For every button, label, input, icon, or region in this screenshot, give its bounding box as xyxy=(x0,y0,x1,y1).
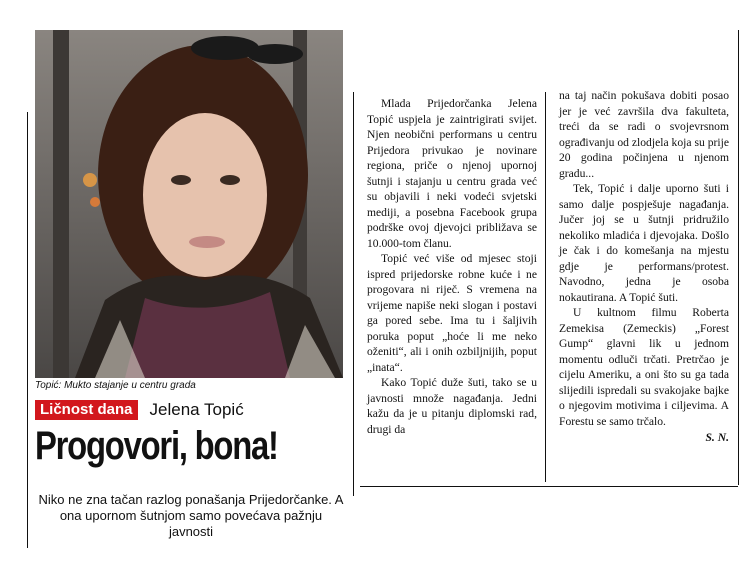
paragraph: Mlada Prijedorčanka Jelena Topić uspjela je zaintrigirati svijet. Njen neobični performans u centru Prijedora privukao je novinare regiona, priče o njenoj upornoj šutnji i stajanju u centru grada već su objavili i neki vodeći svjetski mediji, a posebna Facebook grupa podrške ovoj djevojci približava se 10.000-tom članu. xyxy=(367,97,537,250)
author-signature: S. N. xyxy=(705,431,729,444)
photo-divider-rule xyxy=(353,92,354,496)
paragraph: U kultnom filmu Roberta Zemekisa (Zemeckis) „Forest Gump“ glavni lik u jednom momentu odluči trčati. Pretrčao je cijelu Ameriku, a oni što su ga tada slijedili ispredali su svakojake bajke o njegovim motivima i ciljevima. A Forestu se samo trčalo. xyxy=(559,306,729,428)
paragraph: na taj način pokušava dobiti posao jer je već završila dva fakulteta, treći da se radi o svojevrsnom ograđivanju od zlodjela koja su prije 20 godina počinjena u njenom gradu... xyxy=(559,89,729,180)
portrait-illustration xyxy=(35,30,343,378)
column-divider-rule xyxy=(545,92,546,482)
right-margin-rule xyxy=(738,30,739,485)
article-column-1 xyxy=(367,96,537,437)
paragraph: Topić već više od mjesec stoji ispred prijedorske robne kuće i ne progovara ni riječ. S vremena na vrijeme napiše neki slogan i postavi ga pored sebe. Ima tu i šaljivih poruka poput „hoće li me neko oženiti“, ali i onih ozbiljnijih, poput „inata“. xyxy=(367,252,537,374)
article-column-2 xyxy=(559,88,729,446)
paragraph: Tek, Topić i dalje uporno šuti i samo dalje pospješuje nagađanja. Jučer joj se u šutnji pridružilo nekoliko mladića i djevojaka. Došlo je čak i do komešanja na mjestu gdje je performans/protest. Navodno, jedna je osoba nokautirana. A Topić šuti. xyxy=(559,182,729,304)
photo-caption: Topić: Mukto stajanje u centru grada xyxy=(35,380,196,391)
left-margin-rule xyxy=(27,112,28,548)
bottom-rule xyxy=(360,486,738,487)
subject-name: Jelena Topić xyxy=(149,400,244,419)
rubric-label: Ličnost dana xyxy=(35,400,138,420)
rubric-row xyxy=(35,400,345,422)
paragraph: Kako Topić duže šuti, tako se u javnosti množe nagađanja. Jedni kažu da je u pitanju diplomski rad, drugi da xyxy=(367,376,537,436)
portrait-photo xyxy=(35,30,343,378)
headline: Progovori, bona! xyxy=(35,424,278,468)
lede: Niko ne zna tačan razlog ponašanja Prijedorčanke. A ona upornom šutnjom samo povećava pažnju javnosti xyxy=(38,492,344,539)
